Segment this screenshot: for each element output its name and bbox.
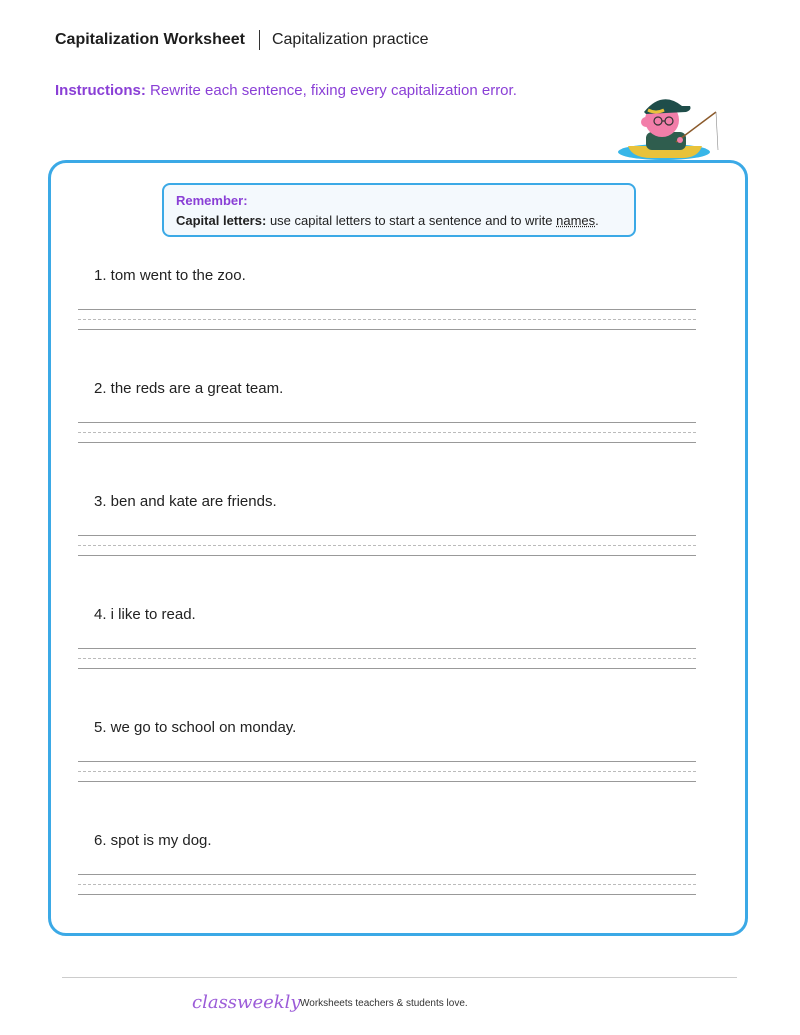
question-2: 2. the reds are a great team. xyxy=(94,380,284,397)
instructions-label: Instructions: xyxy=(55,82,146,99)
remember-body xyxy=(176,213,622,228)
page-header xyxy=(55,30,429,50)
question-5: 5. we go to school on monday. xyxy=(94,719,297,736)
header-divider xyxy=(259,30,260,50)
remember-box xyxy=(162,183,636,237)
answer-lines-3[interactable] xyxy=(78,535,696,557)
answer-lines-4[interactable] xyxy=(78,648,696,670)
answer-lines-2[interactable] xyxy=(78,422,696,444)
remember-title: Remember: xyxy=(176,193,248,208)
remember-text: use capital letters to start a sentence and to write xyxy=(269,213,553,228)
footer-tagline: Worksheets teachers & students love. xyxy=(300,998,468,1009)
question-3: 3. ben and kate are friends. xyxy=(94,493,277,510)
instructions-text: Rewrite each sentence, fixing every capitalization error. xyxy=(150,82,517,99)
footer-divider xyxy=(62,977,737,978)
question-4: 4. i like to read. xyxy=(94,606,196,623)
remember-text-end: . xyxy=(595,213,599,228)
question-1: 1. tom went to the zoo. xyxy=(94,267,246,284)
boy-fishing-illustration xyxy=(612,84,724,164)
answer-lines-1[interactable] xyxy=(78,309,696,331)
worksheet-subtitle: Capitalization practice xyxy=(271,31,429,48)
instructions xyxy=(55,82,517,99)
question-6: 6. spot is my dog. xyxy=(94,832,212,849)
answer-lines-5[interactable] xyxy=(78,761,696,783)
brand-logo: classweekly xyxy=(192,992,301,1013)
remember-label: Capital letters: xyxy=(176,213,267,228)
remember-highlight: names xyxy=(556,213,596,228)
worksheet-title: Capitalization Worksheet xyxy=(55,31,245,48)
answer-lines-6[interactable] xyxy=(78,874,696,896)
